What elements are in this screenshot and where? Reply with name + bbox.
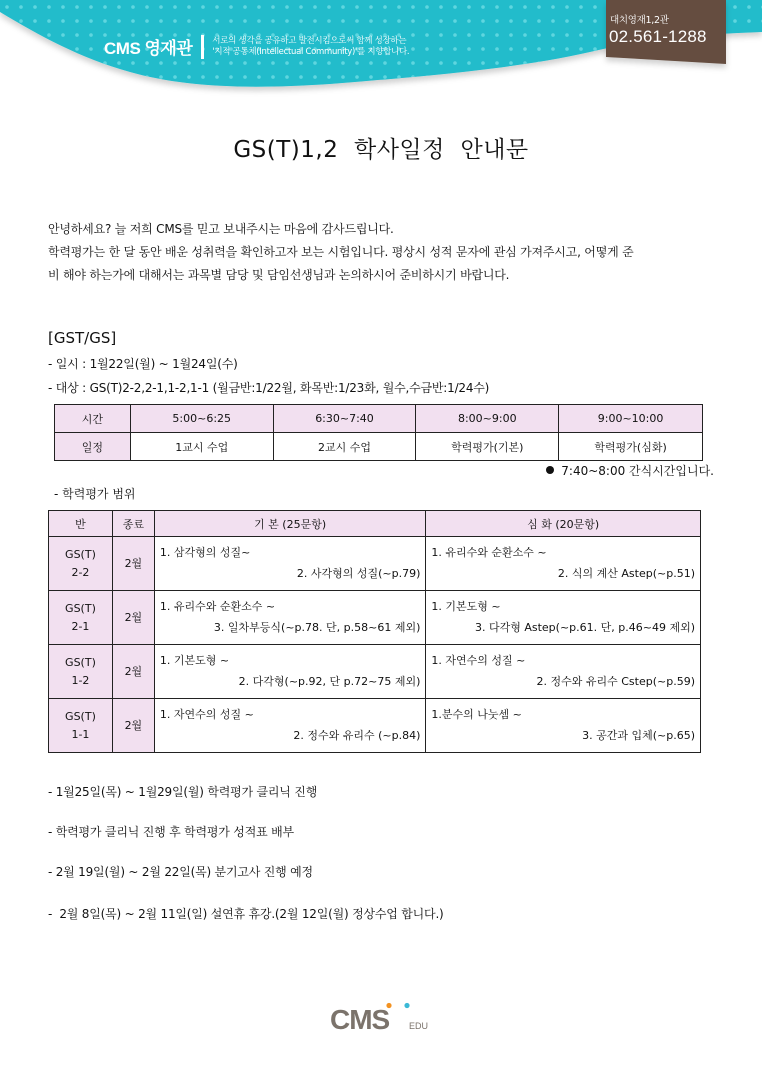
class-level: 1-2 xyxy=(71,673,90,687)
range-start: 1. 기본도형 ~ xyxy=(159,654,230,667)
range-start: 1. 자연수의 성질 ~ xyxy=(159,708,254,721)
svg-text:CMS: CMS xyxy=(330,1004,390,1035)
time-cell: 9:00~10:00 xyxy=(559,405,703,433)
contact-box xyxy=(604,12,707,47)
range-label: - 학력평가 범위 xyxy=(54,487,136,501)
header-banner xyxy=(0,0,762,100)
class-name: GS(T) xyxy=(65,601,96,615)
cms-edu-logo xyxy=(330,1002,440,1040)
basic-range-cell xyxy=(154,591,426,645)
time-cell: 8:00~9:00 xyxy=(416,405,559,433)
note-holiday: - 2월 8일(목) ~ 2월 11일(일) 설연휴 휴강.(2월 12일(월) 정상수업 합니다.) xyxy=(48,907,444,921)
range-end: 3. 다각형 Astep(~p.61. 단, p.46~49 제외) xyxy=(474,621,695,634)
brand-name: CMS 영재관 xyxy=(104,39,193,58)
brand xyxy=(104,34,409,59)
class-level: 2-2 xyxy=(71,565,90,579)
class-cell xyxy=(49,591,113,645)
range-end: 2. 식의 계산 Astep(~p.51) xyxy=(557,567,695,580)
range-start: 1. 삼각형의 성질~ xyxy=(159,546,251,559)
end-cell: 2월 xyxy=(112,537,154,591)
range-start: 1. 기본도형 ~ xyxy=(431,600,501,613)
note-report-card: - 학력평가 클리닉 진행 후 학력평가 성적표 배부 xyxy=(48,825,294,839)
range-end: 2. 사각형의 성질(~p.79) xyxy=(296,567,421,580)
slogan-line-1: 서로의 생각을 공유하고 발전시킴으로써 함께 성장하는 xyxy=(212,35,407,46)
table-row xyxy=(49,645,701,699)
range-end: 2. 다각형(~p.92, 단 p.72~75 제외) xyxy=(238,675,421,688)
basic-range-cell xyxy=(154,699,426,753)
date-line: - 일시 : 1월22일(월) ~ 1월24일(수) xyxy=(48,357,238,371)
class-level: 2-1 xyxy=(71,619,90,633)
class-name: GS(T) xyxy=(65,709,96,723)
phone-number: 02.561-1288 xyxy=(609,27,707,46)
range-end: 2. 정수와 유리수 Cstep(~p.59) xyxy=(536,675,695,688)
time-header: 시간 xyxy=(55,405,131,433)
table-row xyxy=(49,699,701,753)
branch-name: 대치영재1,2관 xyxy=(610,15,669,26)
range-header-row xyxy=(49,511,701,537)
class-level: 1-1 xyxy=(71,727,90,741)
slogan-line-2: '지적 공동체(Intellectual Community)'를 지향합니다. xyxy=(212,46,410,57)
intro-paragraph xyxy=(48,218,718,287)
brand-slogan xyxy=(212,36,409,58)
schedule-row xyxy=(55,433,703,461)
schedule-header: 일정 xyxy=(55,433,131,461)
time-cell: 5:00~6:25 xyxy=(130,405,273,433)
note-clinic: - 1월25일(목) ~ 1월29일(월) 학력평가 클리닉 진행 xyxy=(48,785,318,799)
section-title: [GST/GS] xyxy=(48,329,117,347)
brand-divider xyxy=(201,35,204,59)
intro-line-3: 비 해야 하는가에 대해서는 과목별 담당 및 담임선생님과 논의하시어 준비하시기 바랍니다. xyxy=(48,268,510,282)
header-end: 종료 xyxy=(112,511,154,537)
intro-line-2: 학력평가는 한 달 동안 배운 성취력을 확인하고자 보는 시험입니다. 평상시 성적 문자에 관심 가져주시고, 어떻게 준 xyxy=(48,245,634,259)
svg-text:EDU: EDU xyxy=(409,1021,429,1031)
class-name: GS(T) xyxy=(65,547,96,561)
advanced-range-cell xyxy=(426,699,701,753)
intro-line-1: 안녕하세요? 늘 저희 CMS를 믿고 보내주시는 마음에 감사드립니다. xyxy=(48,222,394,236)
schedule-cell: 2교시 수업 xyxy=(273,433,416,461)
schedule-cell: 1교시 수업 xyxy=(130,433,273,461)
table-row xyxy=(49,537,701,591)
class-cell xyxy=(49,699,113,753)
bullet-icon xyxy=(546,466,554,474)
advanced-range-cell xyxy=(426,645,701,699)
snack-note xyxy=(546,462,714,479)
header-advanced: 심 화 (20문항) xyxy=(426,511,701,537)
range-start: 1. 유리수와 순환소수 ~ xyxy=(431,546,547,559)
range-end: 3. 공간과 입체(~p.65) xyxy=(582,729,695,742)
header-basic: 기 본 (25문항) xyxy=(154,511,426,537)
range-start: 1. 유리수와 순환소수 ~ xyxy=(159,600,276,613)
range-end: 3. 일차부등식(~p.78. 단, p.58~61 제외) xyxy=(213,621,421,634)
cms-logo-icon xyxy=(330,1002,440,1036)
note-quarterly-exam: - 2월 19일(월) ~ 2월 22일(목) 분기고사 진행 예정 xyxy=(48,865,313,879)
header-class: 반 xyxy=(49,511,113,537)
basic-range-cell xyxy=(154,645,426,699)
table-row xyxy=(49,591,701,645)
class-name: GS(T) xyxy=(65,655,96,669)
basic-range-cell xyxy=(154,537,426,591)
target-line: - 대상 : GS(T)2-2,2-1,1-2,1-1 (월금반:1/22월, 화목반:1/23화, 월수,수금반:1/24수) xyxy=(48,381,490,395)
time-row xyxy=(55,405,703,433)
advanced-range-cell xyxy=(426,591,701,645)
time-schedule-table xyxy=(54,404,703,461)
end-cell: 2월 xyxy=(112,699,154,753)
advanced-range-cell xyxy=(426,537,701,591)
page-title: GS(T)1,2 학사일정 안내문 xyxy=(233,137,529,163)
time-cell: 6:30~7:40 xyxy=(273,405,416,433)
range-start: 1.분수의 나눗셈 ~ xyxy=(431,708,522,721)
end-cell: 2월 xyxy=(112,591,154,645)
snack-note-text: 7:40~8:00 간식시간입니다. xyxy=(561,464,714,478)
schedule-cell: 학력평가(심화) xyxy=(559,433,703,461)
exam-range-table xyxy=(48,510,701,753)
range-end: 2. 정수와 유리수 (~p.84) xyxy=(293,729,421,742)
schedule-cell: 학력평가(기본) xyxy=(416,433,559,461)
class-cell xyxy=(49,645,113,699)
range-start: 1. 자연수의 성질 ~ xyxy=(431,654,526,667)
end-cell: 2월 xyxy=(112,645,154,699)
class-cell xyxy=(49,537,113,591)
